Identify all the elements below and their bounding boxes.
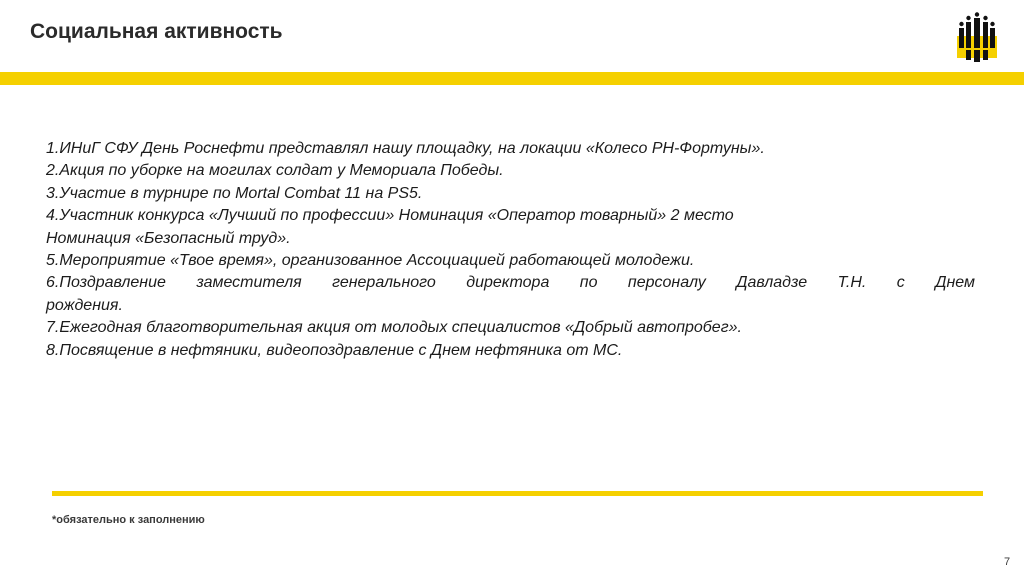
list-item: 4.Участник конкурса «Лучший по профессии» Номинация «Оператор товарный» 2 место (46, 207, 734, 225)
rosneft-logo-icon (953, 12, 1001, 64)
slide-title: Социальная активность (30, 20, 283, 43)
list-item: 7.Ежегодная благотворительная акция от молодых специалистов «Добрый автопробег». (46, 319, 742, 337)
list-item: 3.Участие в турнире по Mortal Combat 11 на PS5. (46, 184, 423, 202)
page-number: 7 (1004, 556, 1011, 568)
list-item: 2.Акция по уборке на могилах солдат у Мемориала Победы. (46, 162, 504, 180)
footnote: *обязательно к заполнению (52, 514, 205, 526)
list-item: 5.Мероприятие «Твое время», организованное Ассоциацией работающей молодежи. (46, 252, 695, 270)
top-accent-bar (0, 72, 1024, 85)
list-item: 6.Поздравление заместителя генерального директора по персоналу Давладзе Т.Н. с Днем (46, 274, 975, 292)
list-item: 1.ИНиГ СФУ День Роснефти представлял нашу площадку, на локации «Колесо РН-Фортуны». (46, 140, 765, 157)
list-item: рождения. (46, 296, 123, 314)
activity-list (46, 138, 975, 362)
list-item: 8.Посвящение в нефтяники, видеопоздравление с Днем нефтяника от МС. (46, 341, 623, 359)
list-item: Номинация «Безопасный труд». (46, 229, 291, 247)
bottom-accent-bar (52, 491, 983, 496)
